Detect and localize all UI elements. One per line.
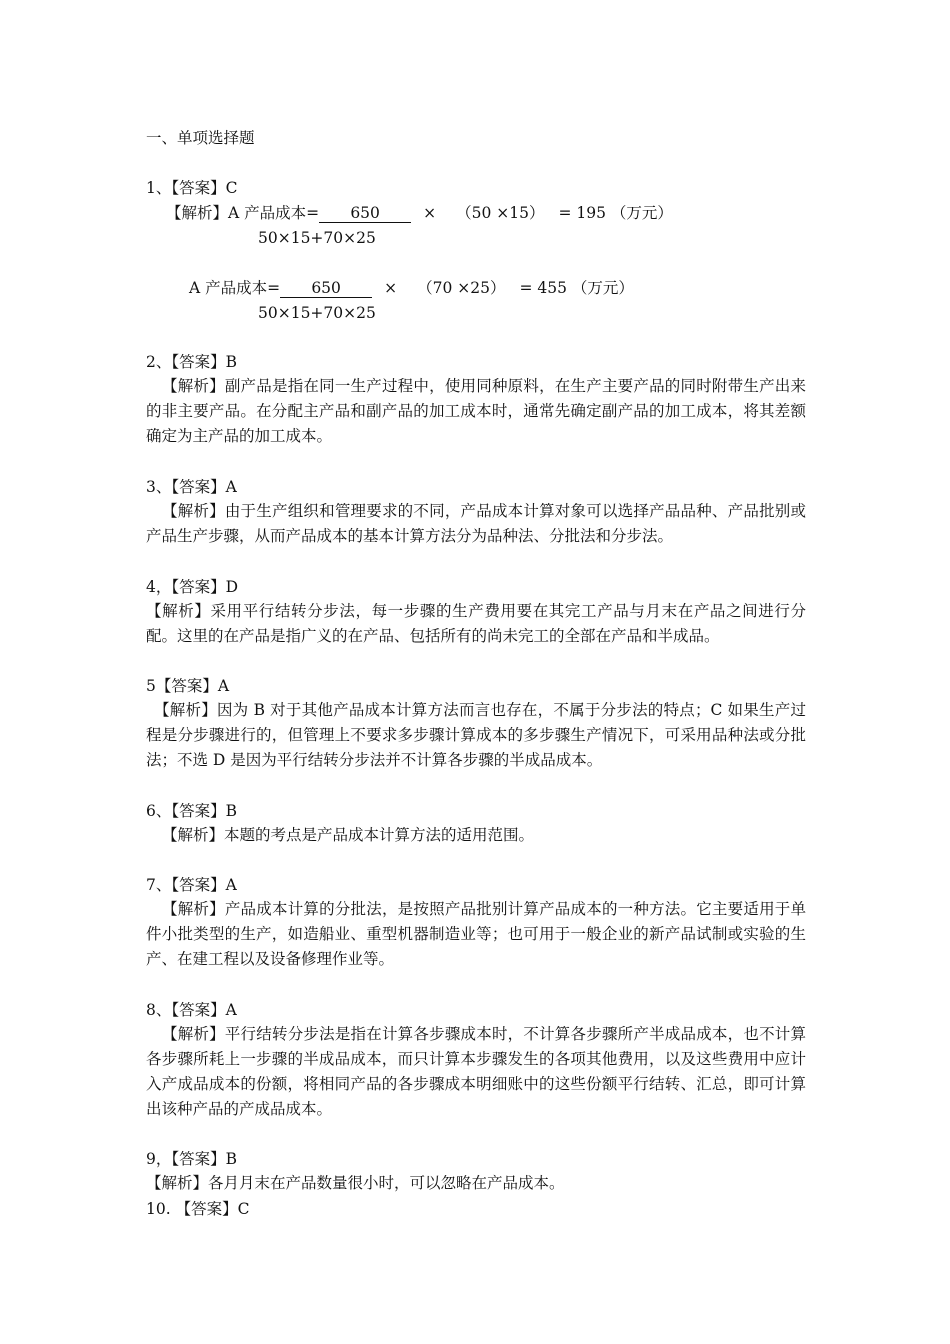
q6-answer: 6、【答案】B [146,802,238,820]
q10-answer: 10. 【答案】C [146,1200,250,1218]
q1-calc1 [166,203,673,223]
q1-calc1-op: × [423,204,437,222]
q1-answer: 1、【答案】C [146,179,238,197]
q2-analysis: 【解析】副产品是指在同一生产过程中，使用同种原料，在生产主要产品的同时附带生产出来的非主要产品。在分配主产品和副产品的加工成本时，通常先确定副产品的加工成本，将其差额确定为主产品的加工成本。 [146,377,806,445]
q9-answer: 9，【答案】B [146,1150,238,1168]
q4-analysis: 【解析】采用平行结转分步法，每一步骤的生产费用要在其完工产品与月末在产品之间进行分配。这里的在产品是指广义的在产品、包括所有的尚未完工的全部在产品和半成品。 [146,602,806,645]
q1-calc2-factor: （70 ×25） [417,279,506,297]
q3-analysis: 【解析】由于生产组织和管理要求的不同，产品成本计算对象可以选择产品品种、产品批别或产品生产步骤，从而产品成本的基本计算方法分为品种法、分批法和分步法。 [146,502,806,545]
q1-calc1-factor: （50 ×15） [456,204,545,222]
q5-analysis: 【解析】因为 B 对于其他产品成本计算方法而言也存在，不属于分步法的特点；C 如果生产过程是分步骤进行的，但管理上不要求多步骤计算成本的多步骤生产情况下，可采用品种法或分批法；不选 D 是因为平行结转分步法并不计算各步骤的半成品成本。 [146,701,806,769]
section-heading: 一、单项选择题 [146,129,255,147]
q1-calc2-result: = 455 （万元） [519,279,634,297]
q9-analysis: 【解析】各月月末在产品数量很小时，可以忽略在产品成本。 [146,1174,565,1192]
q1-calc1-numerator: 650 [319,204,411,223]
q1-calc1-result: = 195 （万元） [558,204,673,222]
q1-calc2-prefix: A 产品成本= [189,279,281,297]
q6-analysis: 【解析】本题的考点是产品成本计算方法的适用范围。 [162,826,535,844]
q1-calc1-prefix: 【解析】A 产品成本= [166,204,320,222]
q2-answer: 2、【答案】B [146,353,238,371]
q1-calc2-op: × [384,279,398,297]
q4-answer: 4，【答案】D [146,578,239,596]
q1-calc2 [189,278,634,298]
q5-answer: 5【答案】A [146,677,230,695]
q3-answer: 3、【答案】A [146,478,237,496]
q1-calc2-numerator: 650 [280,279,372,298]
q8-answer: 8、【答案】A [146,1001,237,1019]
q1-calc1-denominator: 50×15+70×25 [258,229,376,247]
q8-analysis: 【解析】平行结转分步法是指在计算各步骤成本时，不计算各步骤所产半成品成本，也不计算各步骤所耗上一步骤的半成品成本，而只计算本步骤发生的各项其他费用，以及这些费用中应计入产成品成本的份额，将相同产品的各步骤成本明细账中的这些份额平行结转、汇总，即可计算出该种产品的产成品成本。 [146,1025,806,1118]
q1-calc2-denominator: 50×15+70×25 [258,304,376,322]
q7-analysis: 【解析】产品成本计算的分批法，是按照产品批别计算产品成本的一种方法。它主要适用于单件小批类型的生产，如造船业、重型机器制造业等；也可用于一般企业的新产品试制或实验的生产、在建工程以及设备修理作业等。 [146,900,806,968]
q7-answer: 7、【答案】A [146,876,237,894]
